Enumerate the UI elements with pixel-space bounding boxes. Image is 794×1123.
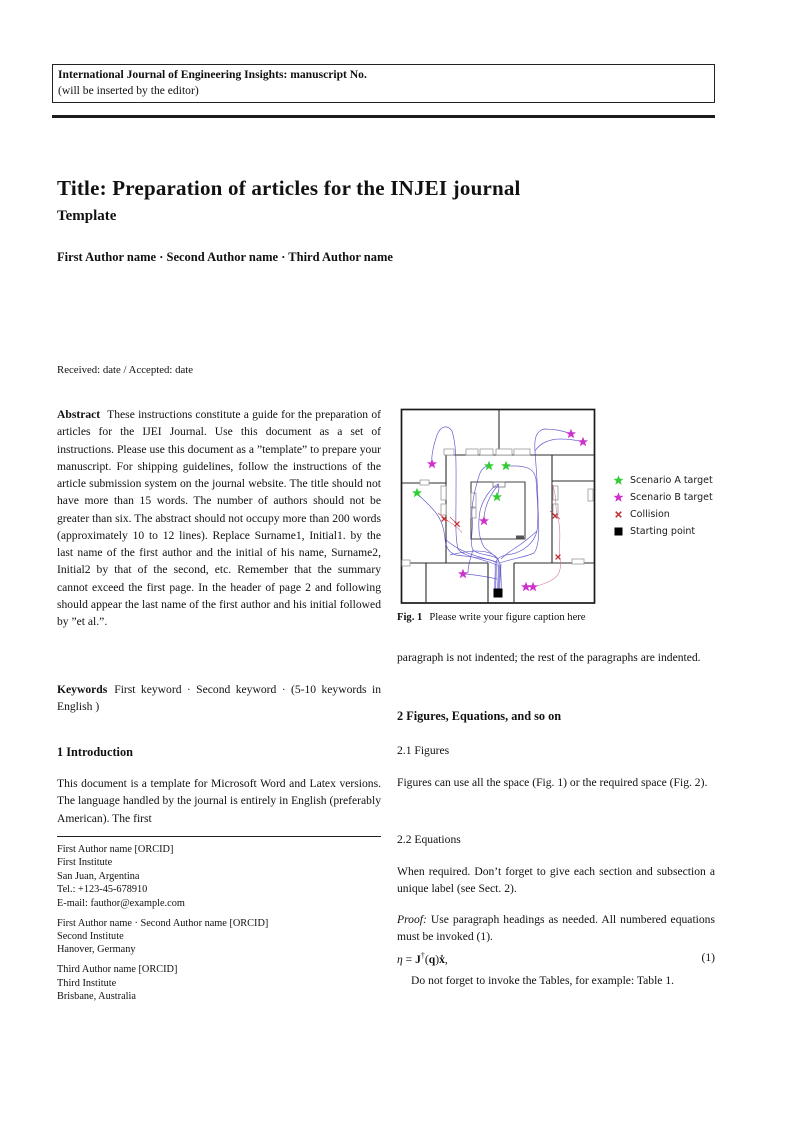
equations-paragraph: When required. Don’t forget to give each section and subsection a unique label (see Sect. 2). <box>397 865 715 896</box>
continued-paragraph: paragraph is not indented; the rest of the paragraphs are indented. <box>397 651 701 664</box>
cross-icon <box>612 508 625 521</box>
section-2-2-heading: 2.2 Equations <box>397 833 461 846</box>
footnote-line: Second Institute <box>57 930 124 942</box>
footnote-block-2 <box>57 917 381 957</box>
footnote-rule <box>57 836 381 837</box>
running-head-box <box>52 64 715 103</box>
proof-label: Proof: <box>397 913 427 926</box>
star-icon <box>612 491 625 504</box>
footnote-line: E-mail: fauthor@example.com <box>57 897 185 909</box>
comma: , <box>444 952 448 966</box>
received-line: Received: date / Accepted: date <box>57 364 194 376</box>
paren: ( <box>424 952 429 966</box>
page-title: Title: Preparation of articles for the INJEI journal <box>57 176 521 200</box>
legend-row-collision <box>612 506 732 523</box>
footnote-line: First Institute <box>57 857 113 869</box>
eta-symbol: η <box>397 952 403 966</box>
square-icon <box>612 525 625 538</box>
footnote-line: Tel.: +123-45-678910 <box>57 884 148 896</box>
star-icon <box>612 474 625 487</box>
keywords-label: Keywords <box>57 683 108 696</box>
section-2-1-heading: 2.1 Figures <box>397 744 450 757</box>
trajectories-alt <box>444 483 561 587</box>
keywords-paragraph <box>57 681 381 716</box>
abstract-paragraph <box>57 406 381 630</box>
journal-name: International Journal of Engineering Insights: manuscript No. <box>58 68 367 81</box>
intro-paragraph: This document is a template for Microsoft Word and Latex versions. The language handled by the journal is entirely in English (preferably American). The first <box>57 777 381 825</box>
legend-label: Scenario B target <box>630 492 713 503</box>
legend-row-scenario-b <box>612 489 732 506</box>
footnote-block-1 <box>57 843 381 910</box>
footnote-line: Hanover, Germany <box>57 944 136 956</box>
author-footnotes <box>57 843 381 1010</box>
equation-body <box>397 951 448 966</box>
dagger-superscript: † <box>420 951 425 960</box>
xdot-symbol: ẋ <box>439 952 445 966</box>
footnote-line: Third Institute <box>57 977 117 989</box>
proof-text: Use paragraph headings as needed. All numbered equations must be invoked (1). <box>397 913 715 944</box>
figure-legend <box>612 472 732 540</box>
legend-label: Collision <box>630 509 670 520</box>
equation-number: (1) <box>701 951 715 964</box>
footnote-line: San Juan, Argentina <box>57 870 140 882</box>
paren: ) <box>435 952 440 966</box>
tables-paragraph: Do not forget to invoke the Tables, for example: Table 1. <box>411 974 675 987</box>
header-rule <box>52 115 715 118</box>
footnote-line: Third Author name [ORCID] <box>57 964 178 976</box>
figure-caption-text: Please write your figure caption here <box>429 612 586 623</box>
section-1-heading: 1 Introduction <box>57 745 133 759</box>
author-line: First Author name · Second Author name · Third Author name <box>57 250 393 264</box>
figure-1-map <box>400 407 597 608</box>
page-subtitle: Template <box>57 208 117 224</box>
equation-1 <box>397 951 715 966</box>
section-2-heading: 2 Figures, Equations, and so on <box>397 709 562 723</box>
floorplan-svg <box>400 407 597 608</box>
equals-sign: = <box>402 952 416 966</box>
footnote-line: First Author name · Second Author name [ORCID] <box>57 917 269 929</box>
legend-label: Starting point <box>630 526 696 537</box>
legend-row-scenario-a <box>612 472 732 489</box>
footnote-line: Brisbane, Australia <box>57 991 136 1003</box>
abstract-label: Abstract <box>57 408 101 421</box>
footnote-line: First Author name [ORCID] <box>57 844 174 855</box>
editor-note: (will be inserted by the editor) <box>58 83 199 97</box>
footnote-block-3 <box>57 963 381 1003</box>
proof-paragraph <box>397 911 715 946</box>
figures-paragraph: Figures can use all the space (Fig. 1) or the required space (Fig. 2). <box>397 776 708 789</box>
abstract-text: These instructions constitute a guide for the preparation of articles for the IJEI Journal. Use this document as a set of instructions. Please use this document as a ”template” to prepare your manuscript. For shipping guidelines, follow the instructions of the article submission system on the journal website. The title should not have more than 15 words. The number of authors should not be greater than six. The abstract should not occupy more than 200 words (approximately 10 to 12 lines). Replace Surname1, Initial1. by the last name of the first author and the initial of his name, Surname2, Initial2 by that of the second, etc. Remember that the summary cannot exceed the first page. In the header of page 2 and following should appear the last name of the first author and his initial followed by ”et al.”. <box>57 408 381 628</box>
figure-caption <box>397 611 715 625</box>
legend-label: Scenario A target <box>630 475 713 486</box>
q-symbol: q <box>428 952 436 966</box>
legend-row-start <box>612 523 732 540</box>
keywords-text: First keyword · Second keyword · (5-10 keywords in English ) <box>57 683 381 714</box>
figure-caption-label: Fig. 1 <box>397 612 423 623</box>
jacobian-symbol: J <box>415 952 421 966</box>
